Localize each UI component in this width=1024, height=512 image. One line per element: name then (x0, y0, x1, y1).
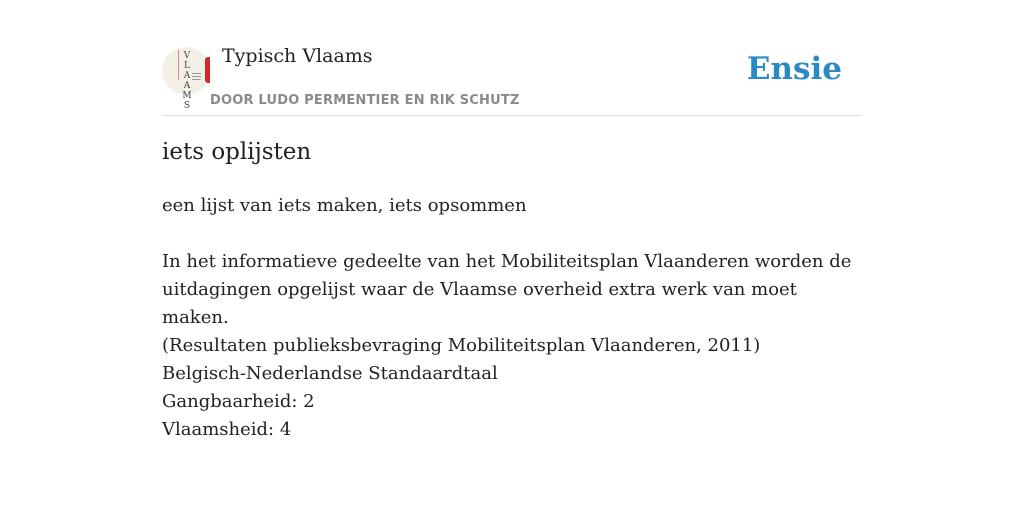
flemishness-label: Vlaamsheid: 4 (162, 419, 292, 440)
example-quote (162, 248, 862, 360)
logo-text-lines (192, 73, 201, 82)
logo-letters: V L A A M S (182, 51, 192, 111)
logo-accent (205, 57, 210, 83)
example-line: In het informatieve gedeelte van het Mobiliteitsplan Vlaanderen worden de (162, 251, 852, 272)
example-line: uitdagingen opgelijst waar de Vlaamse overheid extra werk van moet maken. (162, 279, 797, 328)
entry-meta (162, 360, 862, 444)
book-title[interactable]: Typisch Vlaams (222, 45, 373, 67)
book-logo[interactable] (162, 47, 210, 111)
brand-logo[interactable]: Ensie (746, 51, 842, 87)
example-source: (Resultaten publieksbevraging Mobiliteitsplan Vlaanderen, 2011) (162, 335, 761, 356)
header (162, 0, 862, 116)
frequency-label: Gangbaarheid: 2 (162, 391, 315, 412)
entry-title: iets oplijsten (162, 139, 312, 165)
definition: een lijst van iets maken, iets opsommen (162, 195, 527, 216)
language-label: Belgisch-Nederlandse Standaardtaal (162, 363, 498, 384)
byline: DOOR LUDO PERMENTIER EN RIK SCHUTZ (210, 93, 520, 108)
logo-line (178, 50, 179, 80)
entry-card (162, 0, 862, 512)
